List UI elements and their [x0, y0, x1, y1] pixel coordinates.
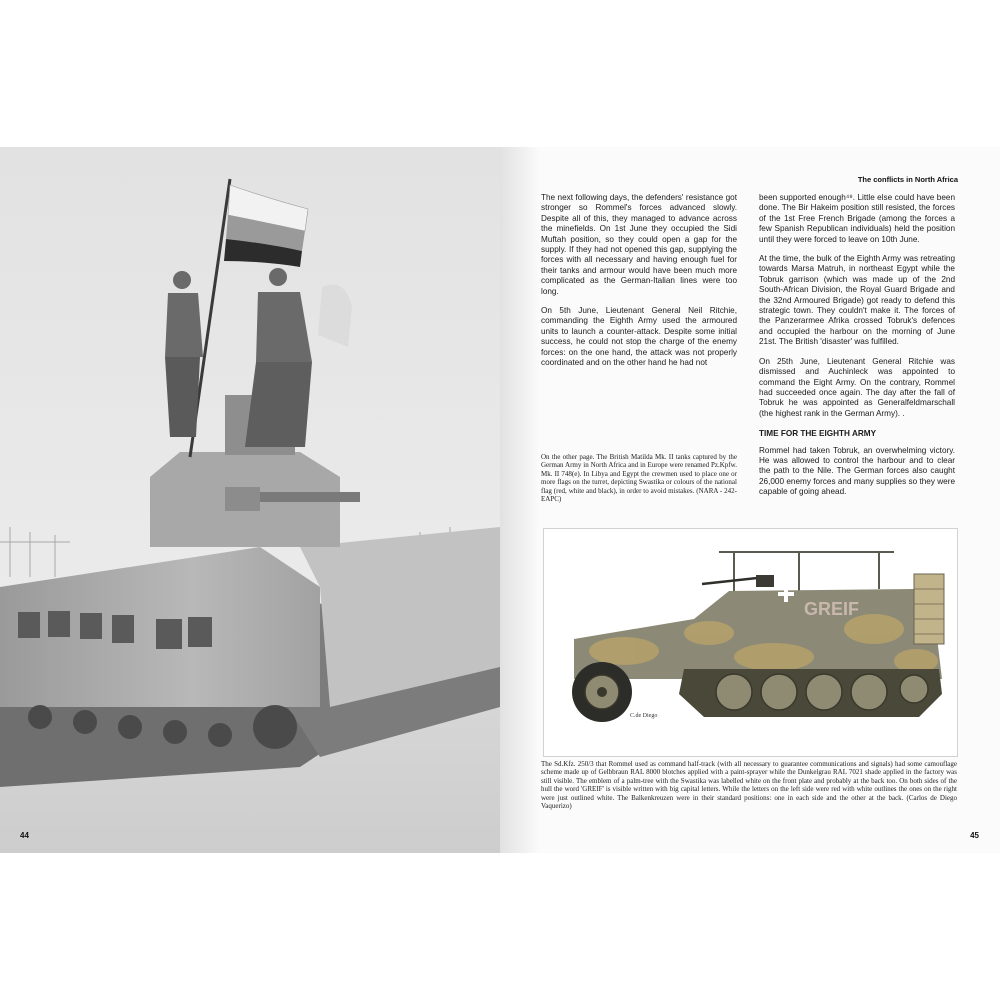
illustration-caption: The Sd.Kfz. 250/3 that Rommel used as command half-track (with all necessary to guarantee communications and signals) had some camouflage scheme made up of Gelbbraun RAL 8000 blotches applied with a paint-sprayer while the Dunkelgrau RAL 7021 shade applied in the factory was still visible. The emblem of a palm-tree with the Swastika was labelled white on the front plate and probably at the back too. On both sides of the hull the word 'GREIF' is visible written with big capital letters. While the letters on the left side were red with white outlines the ones on the right were just outlined white. The Balkenkreuzen were in their standard positions: one in each side and the other at the back. (Carlos de Diego Vaquerizo) [541, 760, 957, 811]
paragraph: been supported enough⁴⁸. Little else could have been done. The Bir Hakeim position still resisted, the forces of the 1st Free French Brigade (among the forces a few Spanish Republican individuals) held the position until they were forced to leave on 10th June. [759, 193, 955, 244]
page-number-left: 44 [20, 831, 29, 840]
book-spread [0, 147, 1000, 853]
page-number-right: 45 [970, 831, 979, 840]
artist-signature: C.de Diego [630, 713, 658, 719]
text-column-1 [541, 193, 737, 378]
vehicle-marking: GREIF [804, 599, 860, 619]
text-column-2 [759, 193, 955, 507]
photo-caption: On the other page. The British Matilda Mk. II tanks captured by the German Army in North Africa and in Europe were renamed Pz.Kpfw. Mk. II 748(e). In Libya and Egypt the crewmen used to place one or more flags on the turret, depicting Swastika or colours of the national flag (red, white and black), in order to avoid mistakes. (NARA - 242-EAPC) [541, 453, 737, 504]
tank-photo [0, 147, 500, 853]
running-head: The conflicts in North Africa [857, 175, 958, 184]
paragraph: Rommel had taken Tobruk, an overwhelming victory. He was allowed to control the harbour and to clear the path to the Nile. The German forces also caught 26,000 enemy forces and many supplies so they were capable of going ahead. [759, 445, 955, 497]
left-page [0, 147, 500, 853]
paragraph: At the time, the bulk of the Eighth Army was retreating towards Marsa Matruh, in northeast Egypt while the Tobruk garrison (which was made up of the 2nd South-African Division, the Royal Guard Brigade and the 32nd Armoured Brigade) got ready to defend this strategic town. They couldn't make it. The forces of the Panzerarmee Afrika crossed Tobruk's defences and occupied the harbour on the morning of June 21st. The British 'disaster' was fulfilled. [759, 254, 955, 347]
paragraph: On 5th June, Lieutenant General Neil Ritchie, commanding the Eighth Army used the armoured units to launch a counter-attack. Despite some initial success, he could not stop the charge of the enemy forces: on the one hand, the attack was not properly coordinated and on the other hand he had not [541, 306, 737, 368]
paragraph: On 25th June, Lieutenant General Ritchie was dismissed and Auchinleck was appointed to command the Eight Army. On the contrary, Rommel had succeeded once again. The day after the fall of Tobruk he was appointed as Generalfeldmarschall (the highest rank in the German Army). . [759, 356, 955, 418]
right-page [500, 147, 1000, 853]
paragraph: The next following days, the defenders' resistance got stronger so Rommel's forces advanced slowly. Despite all of this, they managed to advance across the minefields. On 1st June they occupied the Sidi Muftah position, so they could open a gap for the supply. If they had not opened this gap, supplying the forces with all necessary and having enough fuel for their tanks and armour would have been much more complicated as the German-Italian lines were too long. [541, 193, 737, 296]
halftrack-profile [544, 529, 957, 756]
section-heading: TIME FOR THE EIGHTH ARMY [759, 429, 877, 439]
halftrack-illustration [543, 528, 958, 757]
